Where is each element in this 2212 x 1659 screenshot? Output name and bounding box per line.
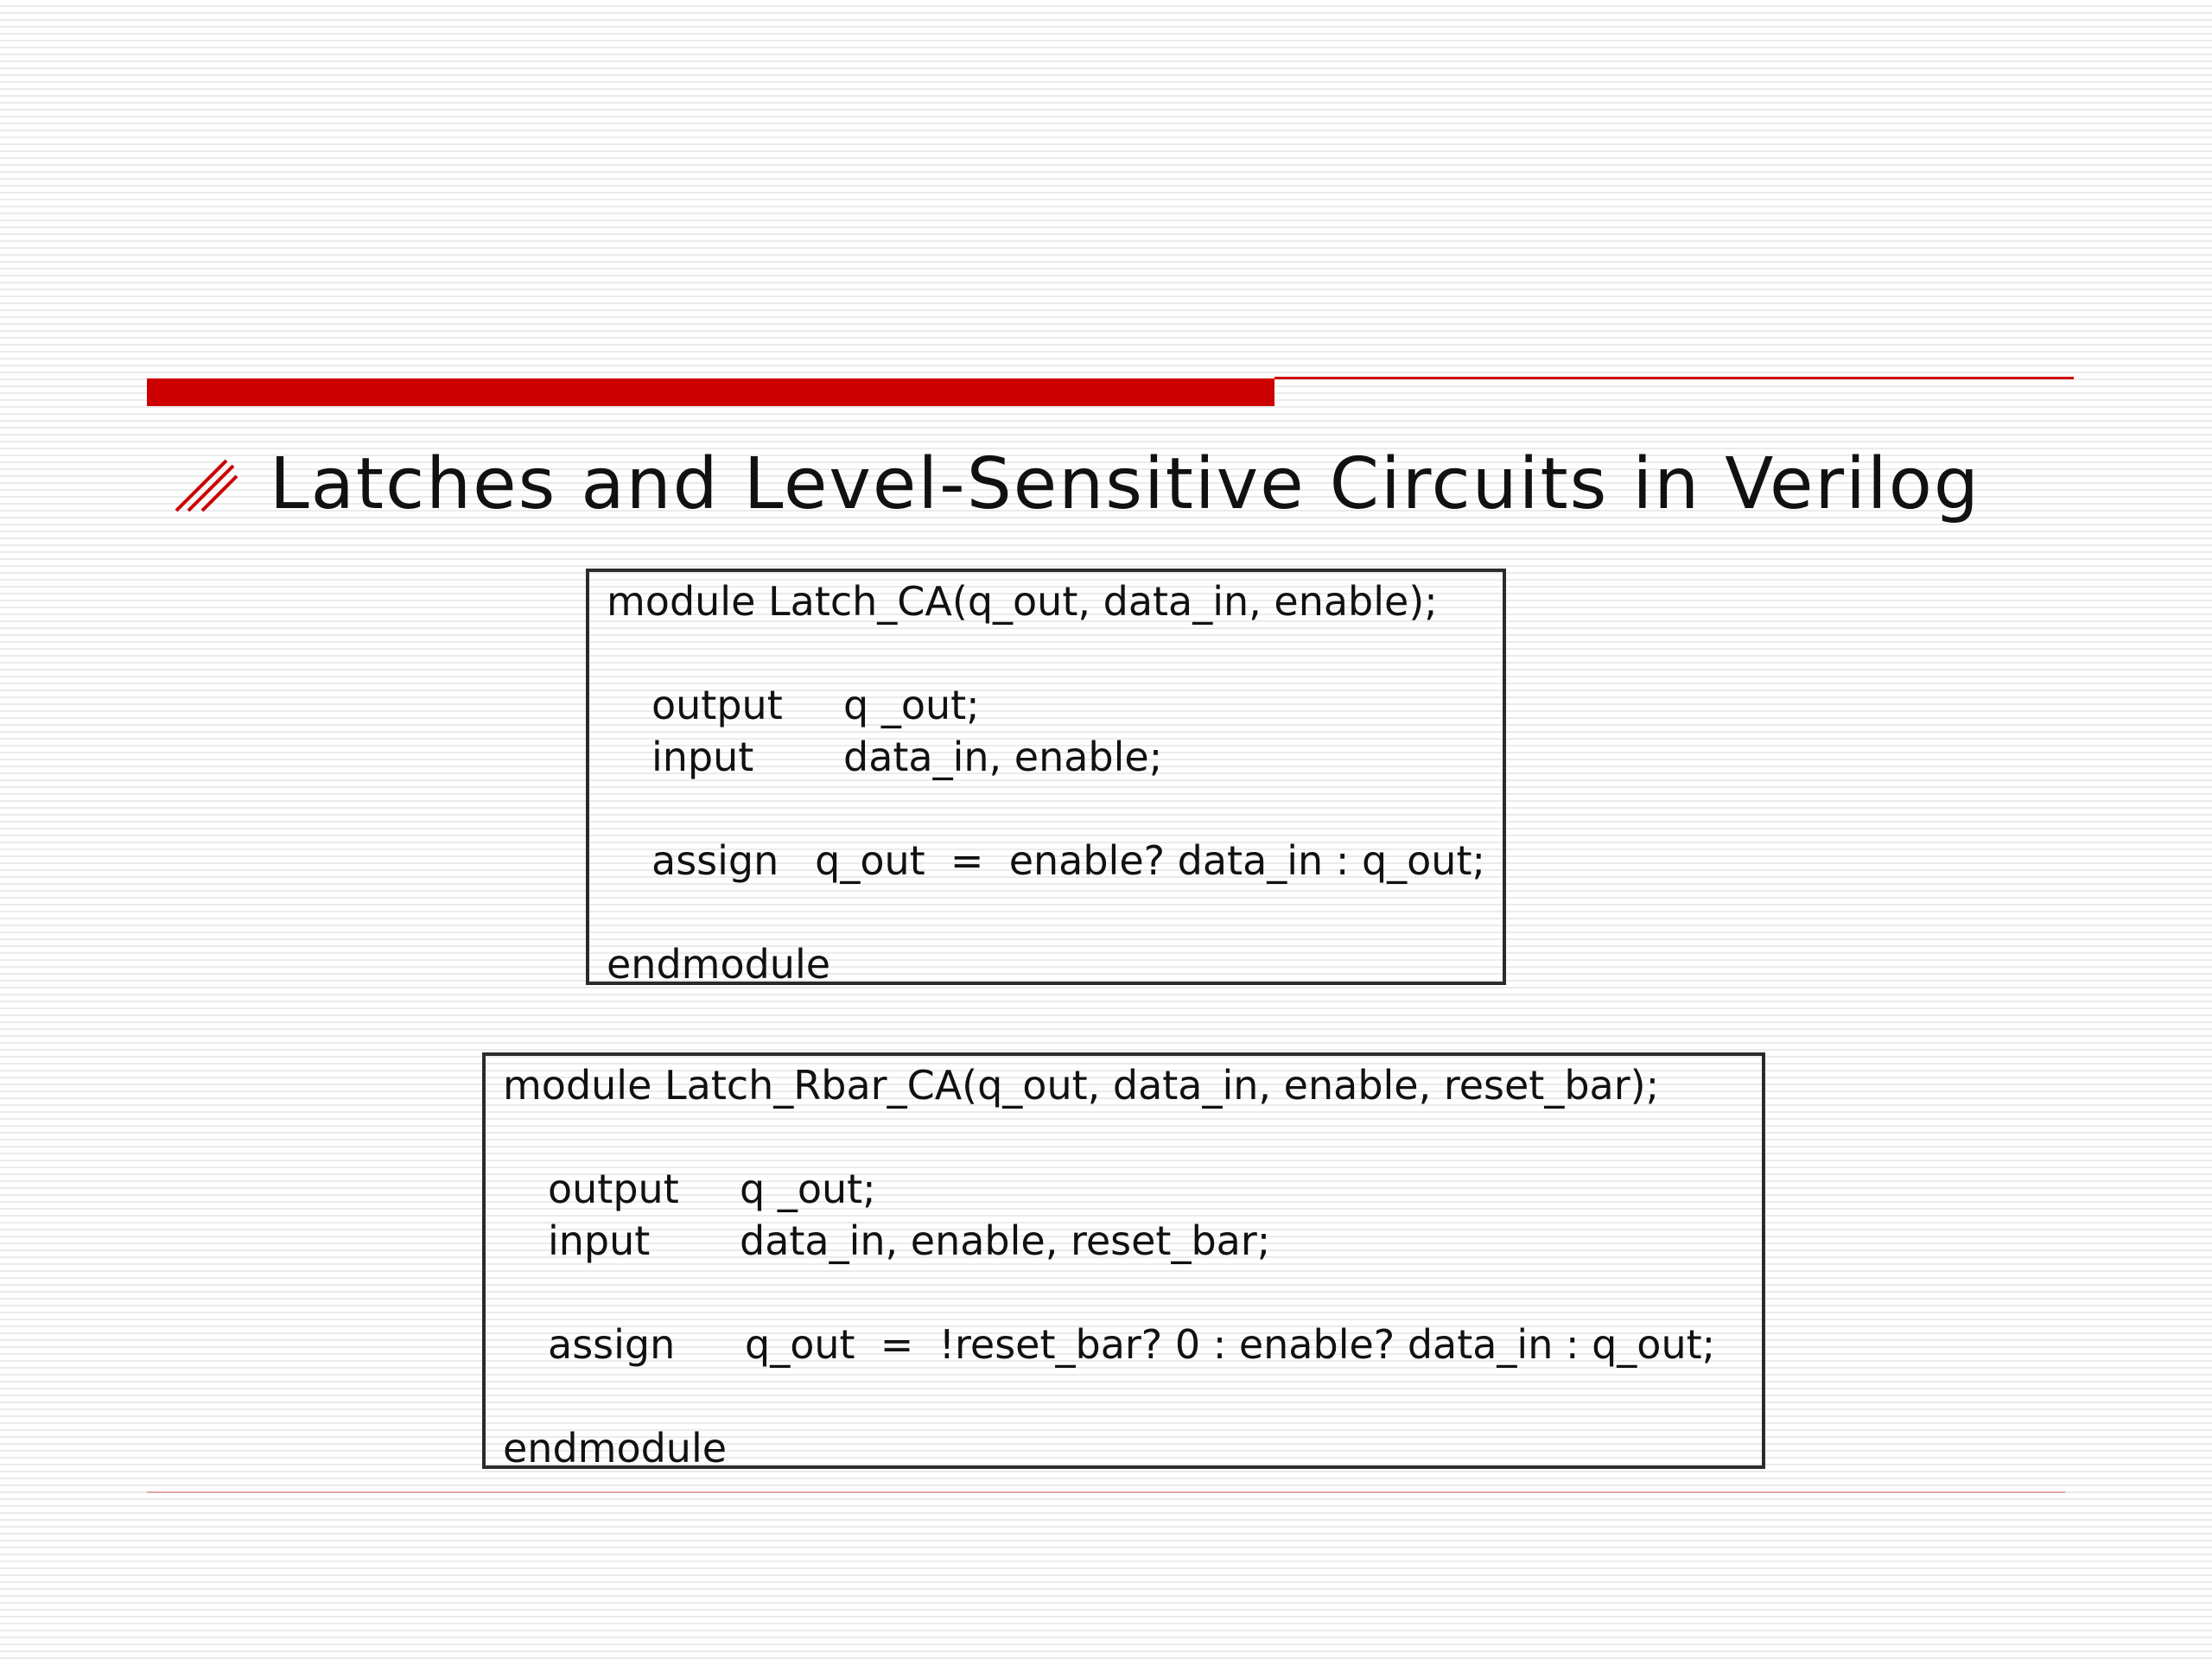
code-keyword: assign (548, 1321, 676, 1368)
triple-slash-icon (173, 454, 238, 514)
code-value: q _out; (740, 1166, 876, 1212)
code-blank-line (503, 1370, 1745, 1422)
code-blank-line (607, 887, 1485, 938)
code-module-line: module Latch_Rbar_CA(q_out, data_in, enable, reset_bar); (503, 1062, 1660, 1109)
code-module-line: module Latch_CA(q_out, data_in, enable); (607, 578, 1438, 625)
code-keyword: assign (652, 837, 779, 884)
code-block-latch-ca (586, 569, 1506, 988)
code-keyword: input (548, 1217, 651, 1264)
code-input-line (607, 731, 1485, 783)
code-assign-line (607, 835, 1485, 887)
code-block-latch-rbar-ca (482, 1052, 1765, 1469)
code-end-line: endmodule (607, 941, 831, 988)
code-keyword: input (652, 734, 754, 780)
code-value: q_out = !reset_bar? 0 : enable? data_in : q_out; (745, 1321, 1716, 1368)
code-blank-line (607, 627, 1485, 679)
code-blank-line (607, 783, 1485, 835)
title-row (173, 436, 1980, 531)
header-accent-line (1274, 377, 2074, 379)
code-output-line (503, 1163, 1745, 1215)
code-keyword: output (548, 1166, 679, 1212)
code-end-line: endmodule (503, 1425, 728, 1471)
code-value: data_in, enable; (843, 734, 1163, 780)
header-accent-bar (147, 378, 1274, 406)
code-input-line (503, 1215, 1745, 1267)
code-value: q _out; (843, 682, 980, 728)
code-blank-line (503, 1267, 1745, 1319)
code-blank-line (503, 1111, 1745, 1163)
code-output-line (607, 679, 1485, 731)
code-value: data_in, enable, reset_bar; (740, 1217, 1271, 1264)
code-assign-line (503, 1319, 1745, 1370)
code-value: q_out = enable? data_in : q_out; (815, 837, 1485, 884)
page-title: Latches and Level-Sensitive Circuits in Verilog (270, 442, 1980, 525)
code-keyword: output (652, 682, 783, 728)
footer-divider (147, 1491, 2065, 1493)
